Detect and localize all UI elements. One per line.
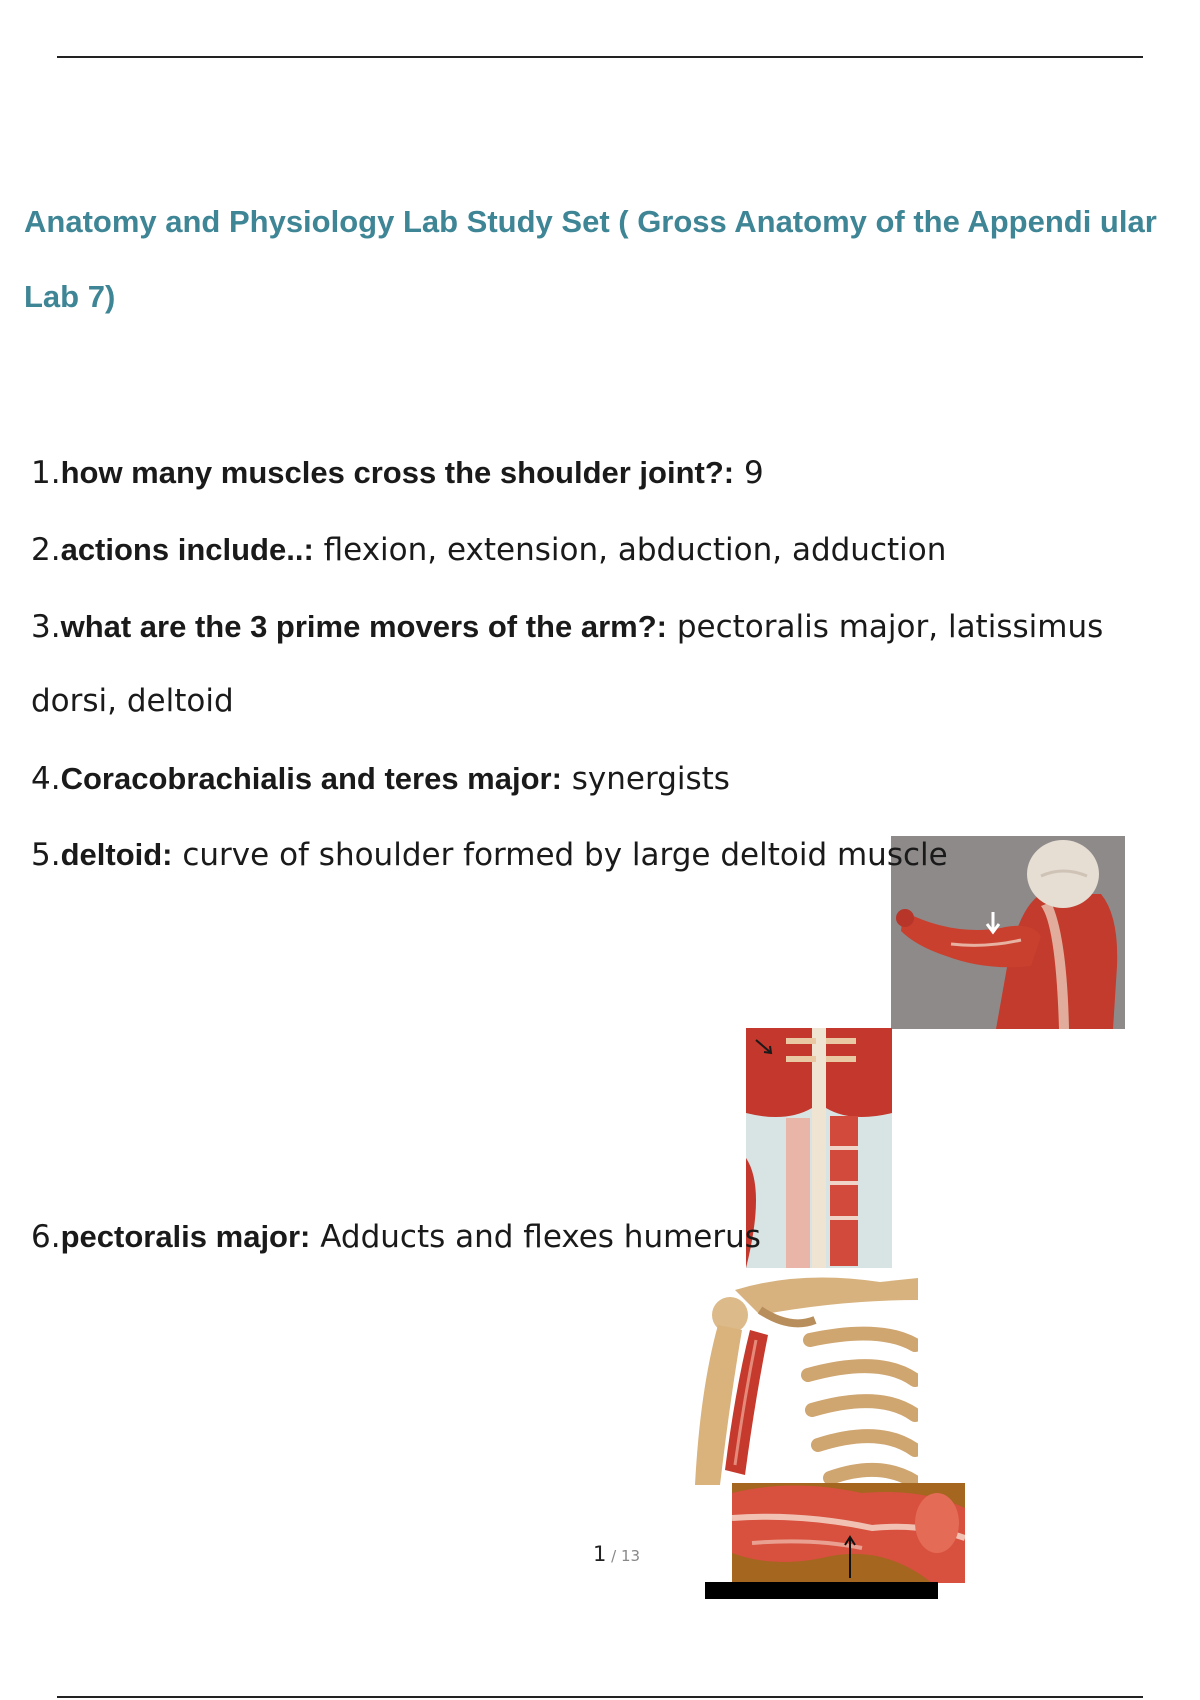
item-number: 3. bbox=[31, 609, 61, 645]
item-question: pectoralis major: bbox=[60, 1219, 311, 1254]
document-title-cont: Lab 7) bbox=[24, 279, 116, 314]
skeleton-illustration bbox=[690, 1270, 918, 1485]
item-number: 5. bbox=[31, 837, 61, 873]
item-number: 6. bbox=[31, 1219, 61, 1255]
item-question: actions include..: bbox=[60, 532, 314, 567]
item-question: what are the 3 prime movers of the arm?: bbox=[60, 609, 667, 644]
image-strip-bar bbox=[705, 1582, 938, 1599]
page-indicator bbox=[593, 1542, 640, 1566]
item-answer: synergists bbox=[561, 761, 730, 797]
item-question: how many muscles cross the shoulder joint?: bbox=[60, 455, 735, 490]
item-answer: Adducts and flexes humerus bbox=[310, 1219, 761, 1255]
item-number: 1. bbox=[31, 455, 61, 491]
top-rule bbox=[57, 56, 1143, 58]
item-answer: curve of shoulder formed by large deltoid muscle bbox=[172, 837, 948, 873]
current-page: 1 bbox=[593, 1542, 607, 1566]
item-question: Coracobrachialis and teres major: bbox=[60, 761, 562, 796]
list-item bbox=[31, 760, 730, 798]
bottom-rule bbox=[57, 1696, 1143, 1698]
item-answer: flexion, extension, abduction, adduction bbox=[313, 532, 947, 568]
list-item bbox=[31, 454, 764, 492]
item-answer-cont: dorsi, deltoid bbox=[31, 683, 234, 719]
list-item bbox=[31, 531, 946, 569]
item-number: 2. bbox=[31, 532, 61, 568]
document-title: Anatomy and Physiology Lab Study Set ( Gross Anatomy of the Appendi ular bbox=[24, 204, 1157, 239]
list-item-continuation bbox=[31, 683, 234, 720]
biceps-photo bbox=[732, 1483, 965, 1583]
pectoralis-photo bbox=[746, 1028, 892, 1268]
item-question: deltoid: bbox=[60, 837, 173, 872]
item-number: 4. bbox=[31, 761, 61, 797]
total-pages: 13 bbox=[620, 1547, 641, 1565]
item-answer: pectoralis major, latissimus bbox=[666, 609, 1104, 645]
page-separator: / bbox=[606, 1547, 621, 1565]
list-item bbox=[31, 608, 1103, 646]
item-answer: 9 bbox=[734, 455, 764, 491]
list-item bbox=[31, 1218, 761, 1256]
list-item bbox=[31, 836, 948, 874]
